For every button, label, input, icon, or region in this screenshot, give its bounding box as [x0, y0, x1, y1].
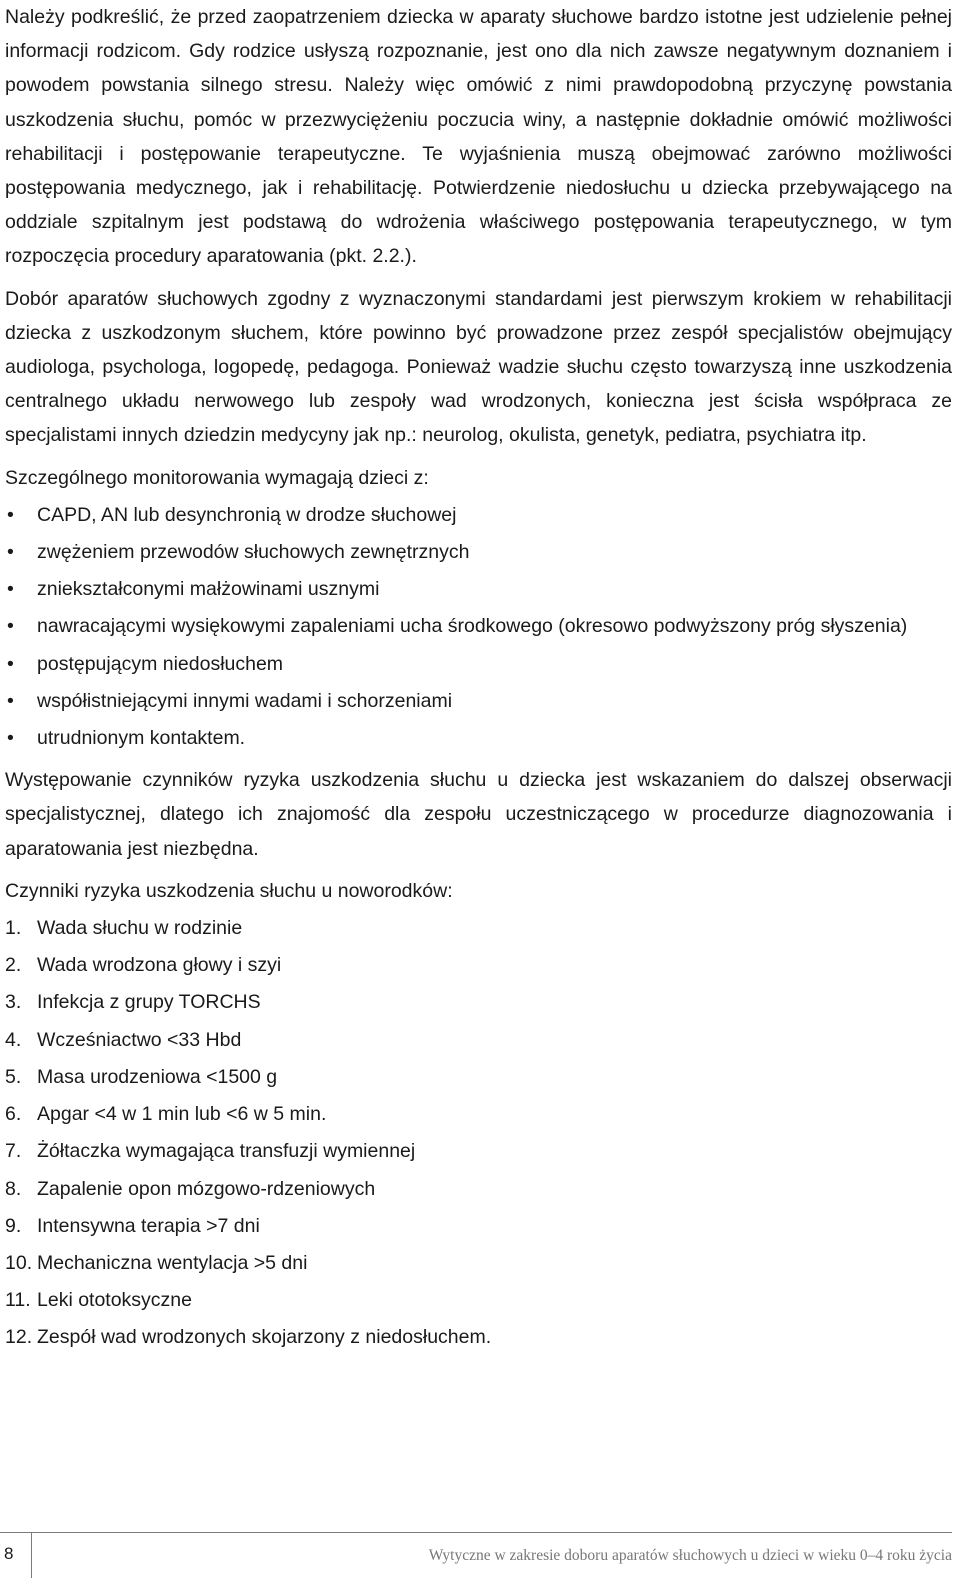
running-title: Wytyczne w zakresie doboru aparatów słuchowych u dzieci w wieku 0–4 roku życia — [428, 1547, 952, 1564]
document-body — [5, 0, 952, 1358]
list-number: 3. — [5, 991, 22, 1014]
list-item — [5, 1320, 952, 1354]
list-number: 12. — [5, 1326, 33, 1349]
risk-factors-heading: Czynniki ryzyka uszkodzenia słuchu u noworodków: — [5, 879, 453, 902]
list-item-text: nawracającymi wysiękowymi zapaleniami ucha środkowego (okresowo podwyższony próg słyszenia) — [37, 615, 908, 638]
footer-divider — [31, 1532, 32, 1578]
list-item-text: postępującym niedosłuchem — [37, 652, 284, 675]
list-item-text: Zapalenie opon mózgowo-rdzeniowych — [37, 1177, 376, 1200]
list-item — [5, 1023, 952, 1057]
list-number: 7. — [5, 1140, 22, 1163]
page-footer — [0, 1532, 960, 1578]
list-item-text: zwężeniem przewodów słuchowych zewnętrznych — [37, 541, 470, 564]
list-item-text: Infekcja z grupy TORCHS — [37, 991, 261, 1014]
list-number: 1. — [5, 917, 22, 940]
risk-factors-list — [5, 911, 952, 1354]
list-item-text: Leki ototoksyczne — [37, 1289, 193, 1312]
list-item-text: Żółtaczka wymagająca transfuzji wymiennej — [37, 1140, 416, 1163]
list-item — [5, 1060, 952, 1094]
list-item — [5, 948, 952, 982]
bullet-icon: • — [7, 503, 14, 526]
list-number: 2. — [5, 954, 22, 977]
page-number: 8 — [4, 1544, 14, 1563]
list-item-text: Mechaniczna wentylacja >5 dni — [37, 1251, 308, 1274]
list-item — [5, 1172, 952, 1206]
list-item — [5, 647, 952, 681]
bullet-icon: • — [7, 689, 14, 712]
list-item — [5, 1246, 952, 1280]
list-item-text: zniekształconymi małżowinami usznymi — [37, 578, 380, 601]
paragraph-parent-information: Należy podkreślić, że przed zaopatrzeniem dziecka w aparaty słuchowe bardzo istotne jest udzielenie pełnej informacji rodzicom. Gdy rodzice usłyszą rozpoznanie, jest ono dla nich zawsze negatywnym doznaniem i powodem powstania silnego stresu. Należy więc omówić z nimi prawdopodobną przyczynę powstania uszkodzenia słuchu, pomóc w przezwyciężeniu poczucia winy, a następnie dokładnie omówić możliwości rehabilitacji i postępowanie terapeutyczne. Te wyjaśnienia muszą obejmować zarówno możliwości postępowania medycznego, jak i rehabilitację. Potwierdzenie niedosłuchu u dziecka przebywającego na oddziale szpitalnym jest podstawą do wdrożenia właściwego postępowania terapeutycznego, w tym rozpoczęcia procedury aparatowania (pkt. 2.2.). — [5, 6, 952, 268]
list-item-text: CAPD, AN lub desynchronią w drodze słuchowej — [37, 503, 457, 526]
list-item-text: współistniejącymi innymi wadami i schorzeniami — [37, 689, 453, 712]
footer-rule — [0, 1532, 952, 1533]
list-number: 9. — [5, 1214, 22, 1237]
bullet-icon: • — [7, 727, 14, 750]
list-item — [5, 721, 952, 755]
paragraph-hearing-aid-selection: Dobór aparatów słuchowych zgodny z wyznaczonymi standardami jest pierwszym krokiem w rehabilitacji dziecka z uszkodzonym słuchem, które powinno być prowadzone przez zespół specjalistów obejmujący audiologa, psychologa, logopedę, pedagoga. Ponieważ wadzie słuchu często towarzyszą inne uszkodzenia centralnego układu nerwowego lub zespoły wad wrodzonych, konieczna jest ścisła współpraca ze specjalistami innych dziedzin medycyny jak np.: neurolog, okulista, genetyk, pediatra, psychiatra itp. — [5, 287, 952, 447]
list-item-text: utrudnionym kontaktem. — [37, 727, 246, 750]
monitoring-heading: Szczególnego monitorowania wymagają dzieci z: — [5, 466, 429, 489]
list-number: 5. — [5, 1065, 22, 1088]
paragraph-risk-observation: Występowanie czynników ryzyka uszkodzenia słuchu u dziecka jest wskazaniem do dalszej obserwacji specjalistycznej, dlatego ich znajomość dla zespołu uczestniczącego w procedurze diagnozowania i aparatowania jest niezbędna. — [5, 769, 952, 860]
list-item — [5, 1134, 952, 1168]
list-number: 8. — [5, 1177, 22, 1200]
bullet-icon: • — [7, 615, 14, 638]
list-item — [5, 498, 952, 532]
list-item-text: Wada wrodzona głowy i szyi — [37, 954, 282, 977]
list-item — [5, 1097, 952, 1131]
list-number: 11. — [5, 1289, 31, 1312]
bullet-icon: • — [7, 652, 14, 675]
list-item-text: Zespół wad wrodzonych skojarzony z niedosłuchem. — [37, 1326, 492, 1349]
list-item-text: Masa urodzeniowa <1500 g — [37, 1065, 278, 1088]
list-item-text: Apgar <4 w 1 min lub <6 w 5 min. — [37, 1103, 327, 1126]
list-item — [5, 535, 952, 569]
list-item — [5, 911, 952, 945]
list-item — [5, 609, 952, 643]
list-item — [5, 1283, 952, 1317]
list-number: 10. — [5, 1251, 33, 1274]
list-item — [5, 985, 952, 1019]
bullet-icon: • — [7, 578, 14, 601]
monitoring-list — [5, 498, 952, 755]
list-item — [5, 684, 952, 718]
list-number: 4. — [5, 1028, 22, 1051]
list-item-text: Wcześniactwo <33 Hbd — [37, 1028, 242, 1051]
list-item — [5, 572, 952, 606]
list-item-text: Intensywna terapia >7 dni — [37, 1214, 260, 1237]
list-item-text: Wada słuchu w rodzinie — [37, 917, 243, 940]
list-item — [5, 1209, 952, 1243]
list-number: 6. — [5, 1103, 22, 1126]
bullet-icon: • — [7, 541, 14, 564]
